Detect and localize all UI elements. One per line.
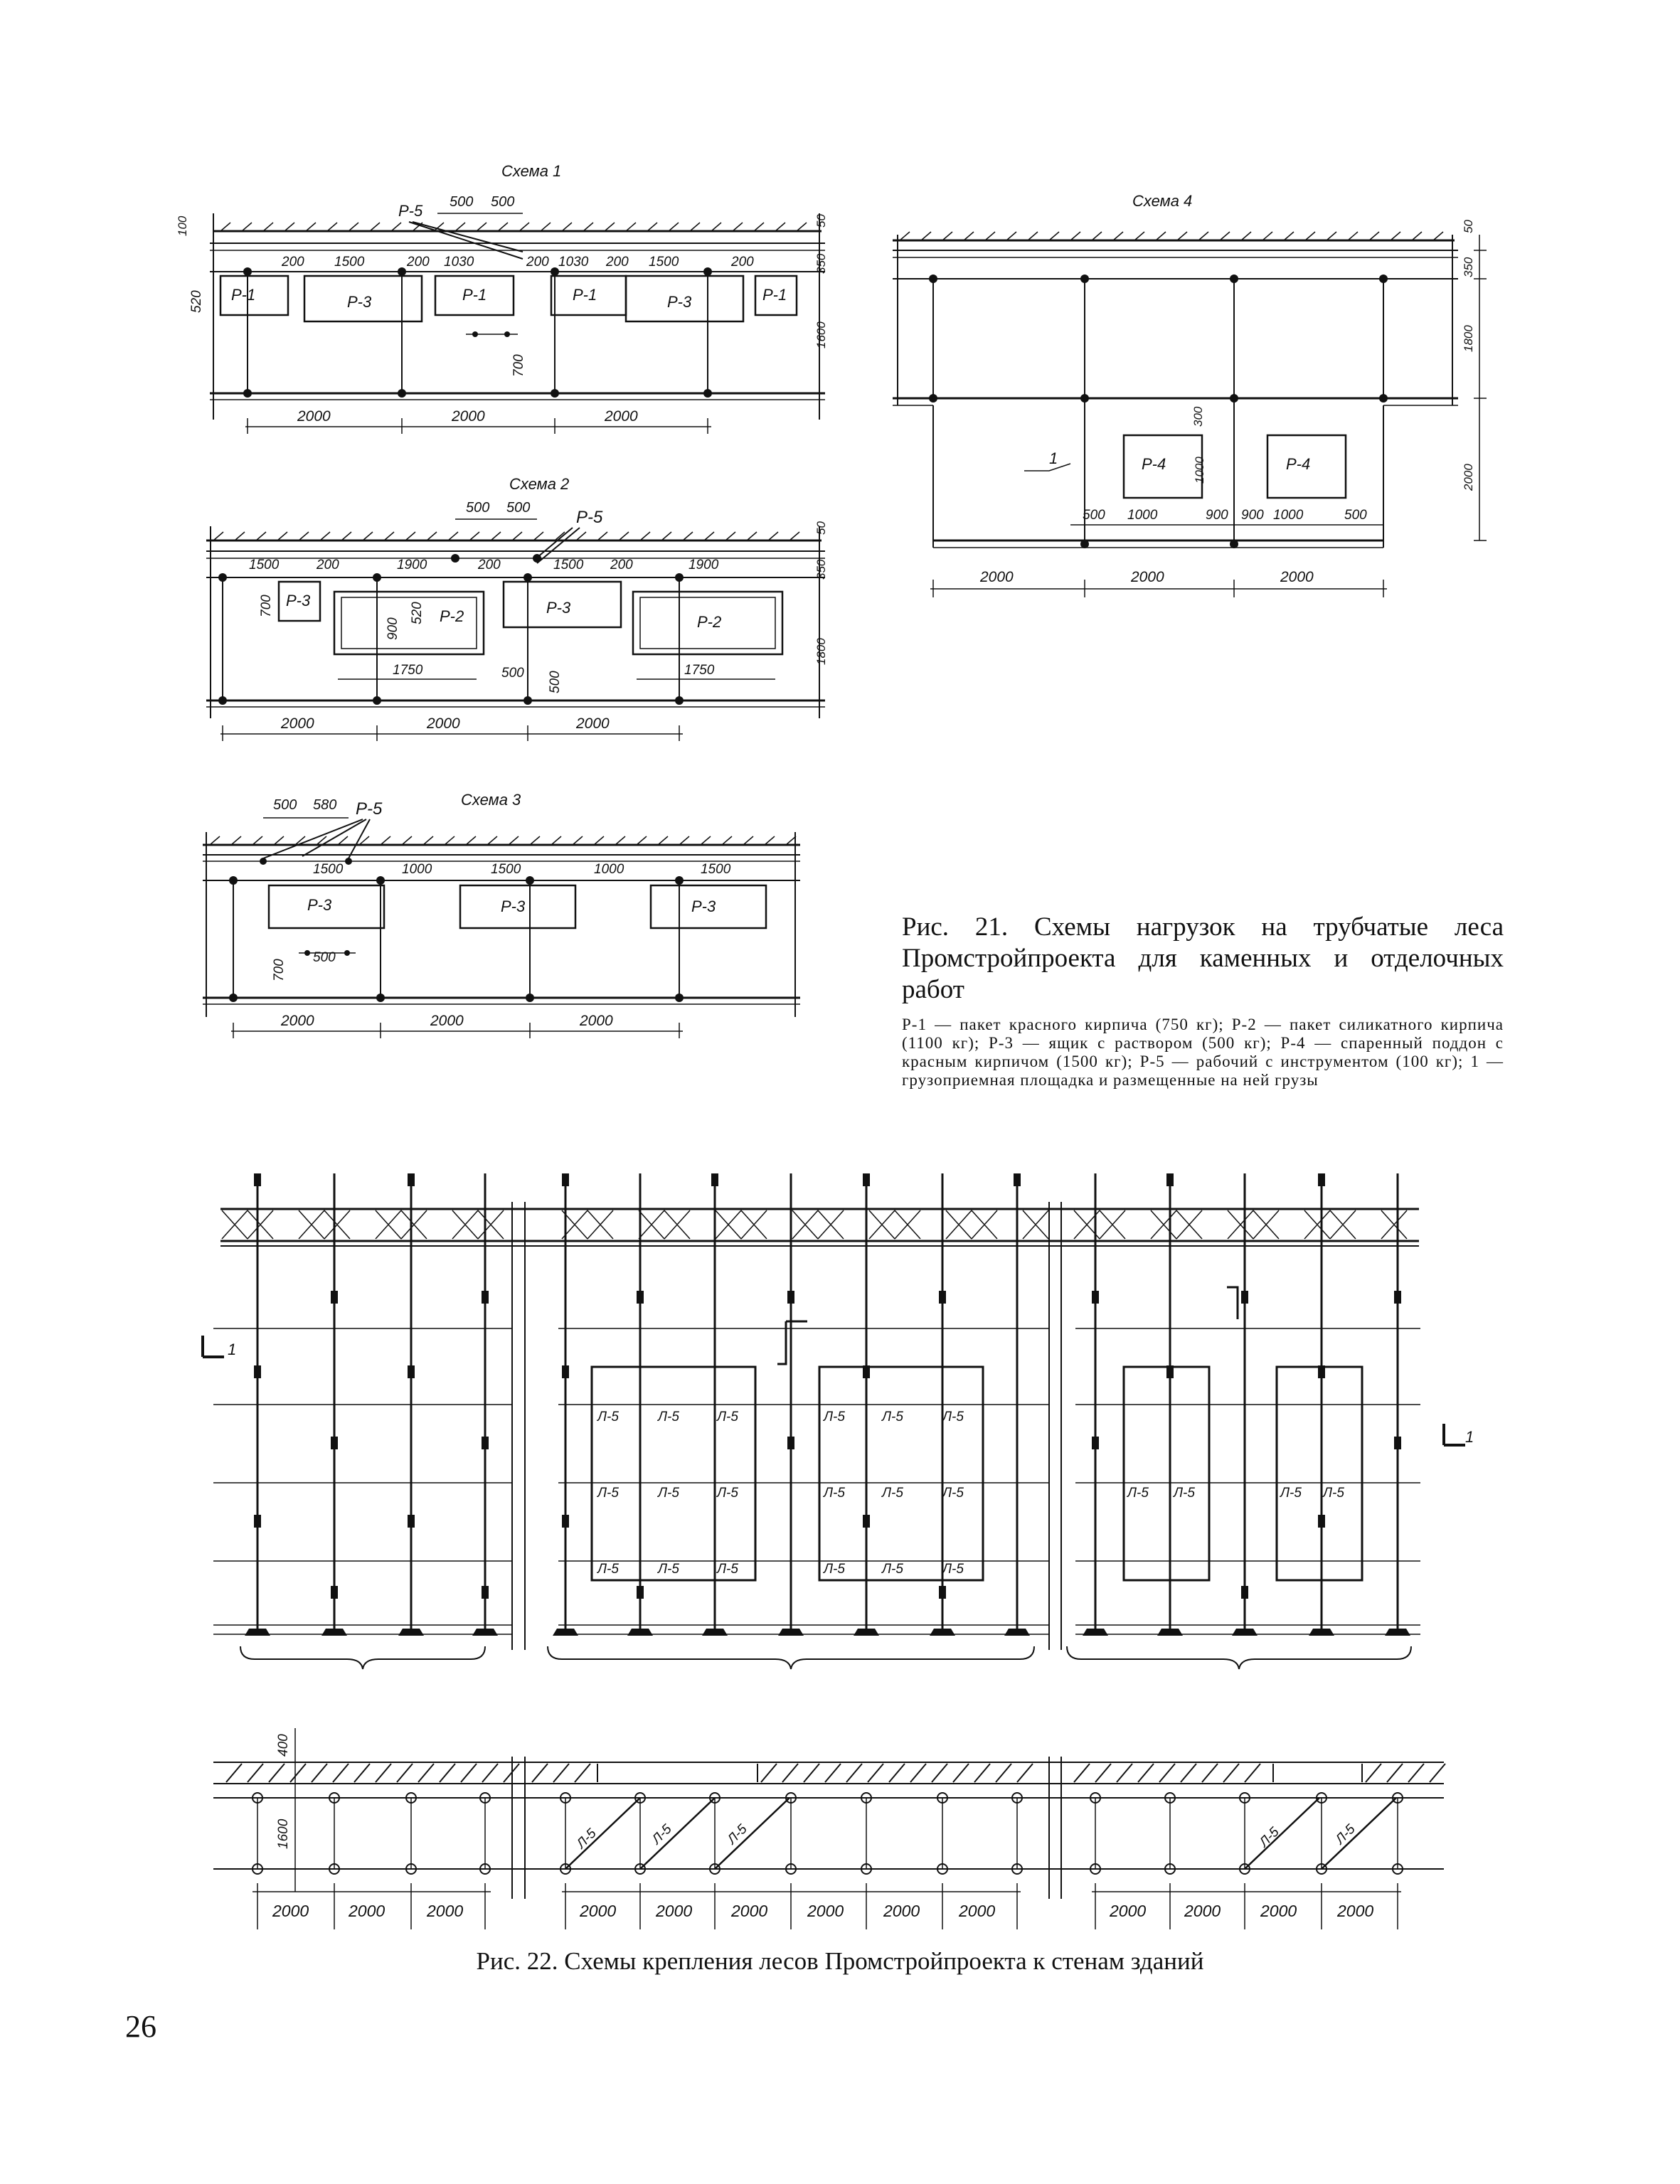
anchor-label: Л-5: [717, 1486, 738, 1501]
bay-dim: 2000: [883, 1902, 920, 1920]
anchor-label: Л-5: [1323, 1486, 1344, 1501]
wall-hatching: [226, 1764, 1445, 1782]
dim-label: 200: [610, 558, 633, 572]
load-label: Р-1: [573, 286, 597, 304]
anchor-label: Л-5: [724, 1821, 750, 1848]
dim-label: 900: [1206, 508, 1228, 523]
dim-label: 1500: [701, 862, 731, 877]
fig22-caption: Рис. 22. Схемы крепления лесов Промстройпроекта к стенам зданий: [476, 1947, 1204, 1975]
load-label: Р-3: [307, 896, 332, 914]
anchor-label: Л-5: [824, 1486, 845, 1501]
worker-label: Р-5: [576, 508, 603, 527]
dim-label: 100: [176, 215, 189, 236]
bay-dim: 2000: [427, 1902, 464, 1920]
anchor-label: Л-5: [882, 1562, 903, 1577]
bay-dim: 2000: [580, 1902, 617, 1920]
dim-label: 50: [814, 521, 828, 535]
dim-label: 1600: [814, 321, 828, 348]
fig21-title: Рис. 21. Схемы нагрузок на трубчатые леса Промстройпроекта для каменных и отделочных работ: [902, 912, 1504, 1004]
dim-label: 900: [386, 617, 400, 640]
bay-dim: 2000: [272, 1902, 309, 1920]
dim-label: 400: [276, 1734, 291, 1757]
anchor-label: Л-5: [1256, 1824, 1282, 1850]
dim-label: 300: [1191, 406, 1205, 427]
dim-label: 500: [273, 797, 297, 813]
anchor-label: Л-5: [942, 1410, 964, 1424]
svg-text:200: 200: [731, 255, 754, 270]
bay-dim: 2000: [1260, 1902, 1297, 1920]
bay-dim: 2000: [580, 1013, 613, 1029]
bay-dim: 2000: [1131, 569, 1164, 585]
anchor-label: Л-5: [882, 1410, 903, 1424]
bay-dim: 2000: [656, 1902, 693, 1920]
bay-dim: 2000: [807, 1902, 844, 1920]
worker-label: Р-5: [356, 799, 383, 819]
bay-dim: 2000: [1337, 1902, 1374, 1920]
svg-text:200: 200: [526, 255, 549, 270]
bay-dim: 2000: [576, 715, 610, 732]
svg-text:200: 200: [282, 255, 304, 270]
dim-label: 1900: [689, 558, 719, 572]
anchor-label: Л-5: [717, 1562, 738, 1577]
anchor-label: Л-5: [658, 1562, 679, 1577]
bay-dim: 2000: [430, 1013, 464, 1029]
dim-label: 700: [511, 354, 526, 377]
load-label: Р-1: [762, 286, 787, 304]
anchor-label: Л-5: [942, 1562, 964, 1577]
dim-label: 700: [259, 595, 274, 617]
bay-dim: 2000: [731, 1902, 768, 1920]
anchor-label: Л-5: [1127, 1486, 1149, 1501]
bay-dim: 2000: [1110, 1902, 1147, 1920]
dim-label: 1750: [393, 663, 423, 678]
dim-label: 350: [814, 253, 828, 274]
anchor-label: Л-5: [882, 1486, 903, 1501]
dim-label: 1500: [553, 558, 584, 572]
plan-nodes: [252, 1793, 1403, 1874]
dim-label: 1000: [1273, 508, 1304, 523]
anchor-label: Л-5: [597, 1562, 619, 1577]
anchor-label: Л-5: [658, 1486, 679, 1501]
scheme-1-title: Схема 1: [501, 162, 562, 180]
anchor-label: Л-5: [717, 1410, 738, 1424]
svg-text:1030: 1030: [558, 255, 589, 270]
dim-label: 500: [491, 194, 515, 210]
load-label: Р-2: [440, 607, 464, 625]
fig21-legend: Р-1 — пакет красного кирпича (750 кг); Р-2 — пакет силикатного кирпича (1100 кг); Р-3 — ящик с раствором (500 кг); Р-4 — спаренный поддон с красным кирпичом (1500 кг); Р-5 — рабочий с инструментом (100 кг); 1 — грузоприемная площадка и размещенные на ней грузы: [902, 1016, 1504, 1089]
anchor-label: Л-5: [1174, 1486, 1195, 1501]
dim-label: 1500: [491, 862, 521, 877]
load-label: Р-2: [697, 613, 722, 631]
dim-label: 500: [1344, 508, 1367, 523]
dim-label: 350: [814, 559, 828, 580]
load-label: Р-1: [462, 286, 487, 304]
dim-label: 1600: [276, 1818, 291, 1849]
dim-label: 1800: [814, 638, 828, 665]
svg-text:1030: 1030: [444, 255, 474, 270]
svg-text:200: 200: [407, 255, 430, 270]
dim-label: 580: [313, 797, 337, 813]
anchor-label: Л-5: [597, 1486, 619, 1501]
dim-label: 1000: [1193, 457, 1206, 484]
bay-dim: 2000: [959, 1902, 996, 1920]
dim-label: 500: [1083, 508, 1105, 523]
dim-label: 1000: [402, 862, 432, 877]
bay-dim: 2000: [1184, 1902, 1221, 1920]
load-label: Р-3: [691, 897, 716, 915]
load-label: Р-4: [1142, 455, 1166, 473]
dim-label: 500: [466, 500, 490, 516]
page-number: 26: [125, 2009, 156, 2044]
anchor-label: Л-5: [1332, 1821, 1359, 1848]
section-mark-label: 1: [228, 1341, 237, 1358]
dim-label: 350: [1462, 257, 1475, 277]
svg-text:1500: 1500: [334, 255, 365, 270]
dim-label: 1800: [1462, 325, 1475, 352]
anchor-label: Л-5: [573, 1826, 600, 1852]
dim-label: 520: [189, 290, 204, 313]
dim-label: 1000: [594, 862, 624, 877]
anchor-label: Л-5: [824, 1562, 845, 1577]
bay-dim: 2000: [427, 715, 460, 732]
dim-label: 200: [317, 558, 339, 572]
dim-label: 1500: [249, 558, 280, 572]
svg-text:200: 200: [606, 255, 629, 270]
worker-label: Р-5: [398, 202, 423, 220]
dim-label: 2000: [1462, 464, 1475, 491]
bay-dim: 2000: [281, 715, 314, 732]
bay-dim: 2000: [605, 408, 638, 425]
dim-label: 500: [506, 500, 531, 516]
dim-label: 1900: [397, 558, 427, 572]
dim-label: 200: [478, 558, 501, 572]
bay-dim: 2000: [452, 408, 485, 425]
load-label: Р-3: [667, 293, 692, 311]
anchor-label: Л-5: [824, 1410, 845, 1424]
anchor-label: Л-5: [942, 1486, 964, 1501]
dim-label: 700: [272, 959, 287, 981]
dim-label: 50: [1462, 220, 1475, 233]
dim-label: 520: [410, 602, 425, 624]
dim-label: 1000: [1127, 508, 1158, 523]
load-label: Р-4: [1286, 455, 1311, 473]
bay-dim: 2000: [980, 569, 1014, 585]
load-label: Р-3: [501, 897, 526, 915]
svg-text:1500: 1500: [649, 255, 679, 270]
anchor-label: Л-5: [1280, 1486, 1302, 1501]
anchor-label: Л-5: [597, 1410, 619, 1424]
load-label: Р-3: [286, 592, 311, 609]
platform-label: 1: [1049, 449, 1058, 467]
bay-dim: 2000: [281, 1013, 314, 1029]
anchor-label: Л-5: [649, 1821, 675, 1848]
dim-label: 900: [1241, 508, 1264, 523]
scheme-4-title: Схема 4: [1132, 192, 1193, 210]
load-label: Р-3: [546, 599, 571, 617]
load-label: Р-1: [231, 286, 256, 304]
bay-dim: 2000: [349, 1902, 386, 1920]
scheme-2-title: Схема 2: [509, 475, 570, 493]
bay-dim: 2000: [1280, 569, 1314, 585]
dim-label: 500: [450, 194, 474, 210]
dim-label: 500: [501, 666, 524, 681]
dim-label: 1500: [313, 862, 344, 877]
dim-label: 1750: [684, 663, 715, 678]
anchor-label: Л-5: [658, 1410, 679, 1424]
scheme-3-title: Схема 3: [461, 791, 521, 809]
dim-label: 500: [548, 671, 563, 693]
dim-label: 50: [814, 214, 828, 228]
bay-dim: 2000: [297, 408, 331, 425]
load-label: Р-3: [347, 293, 372, 311]
section-mark-label: 1: [1465, 1428, 1474, 1446]
dim-label: 500: [313, 950, 336, 965]
